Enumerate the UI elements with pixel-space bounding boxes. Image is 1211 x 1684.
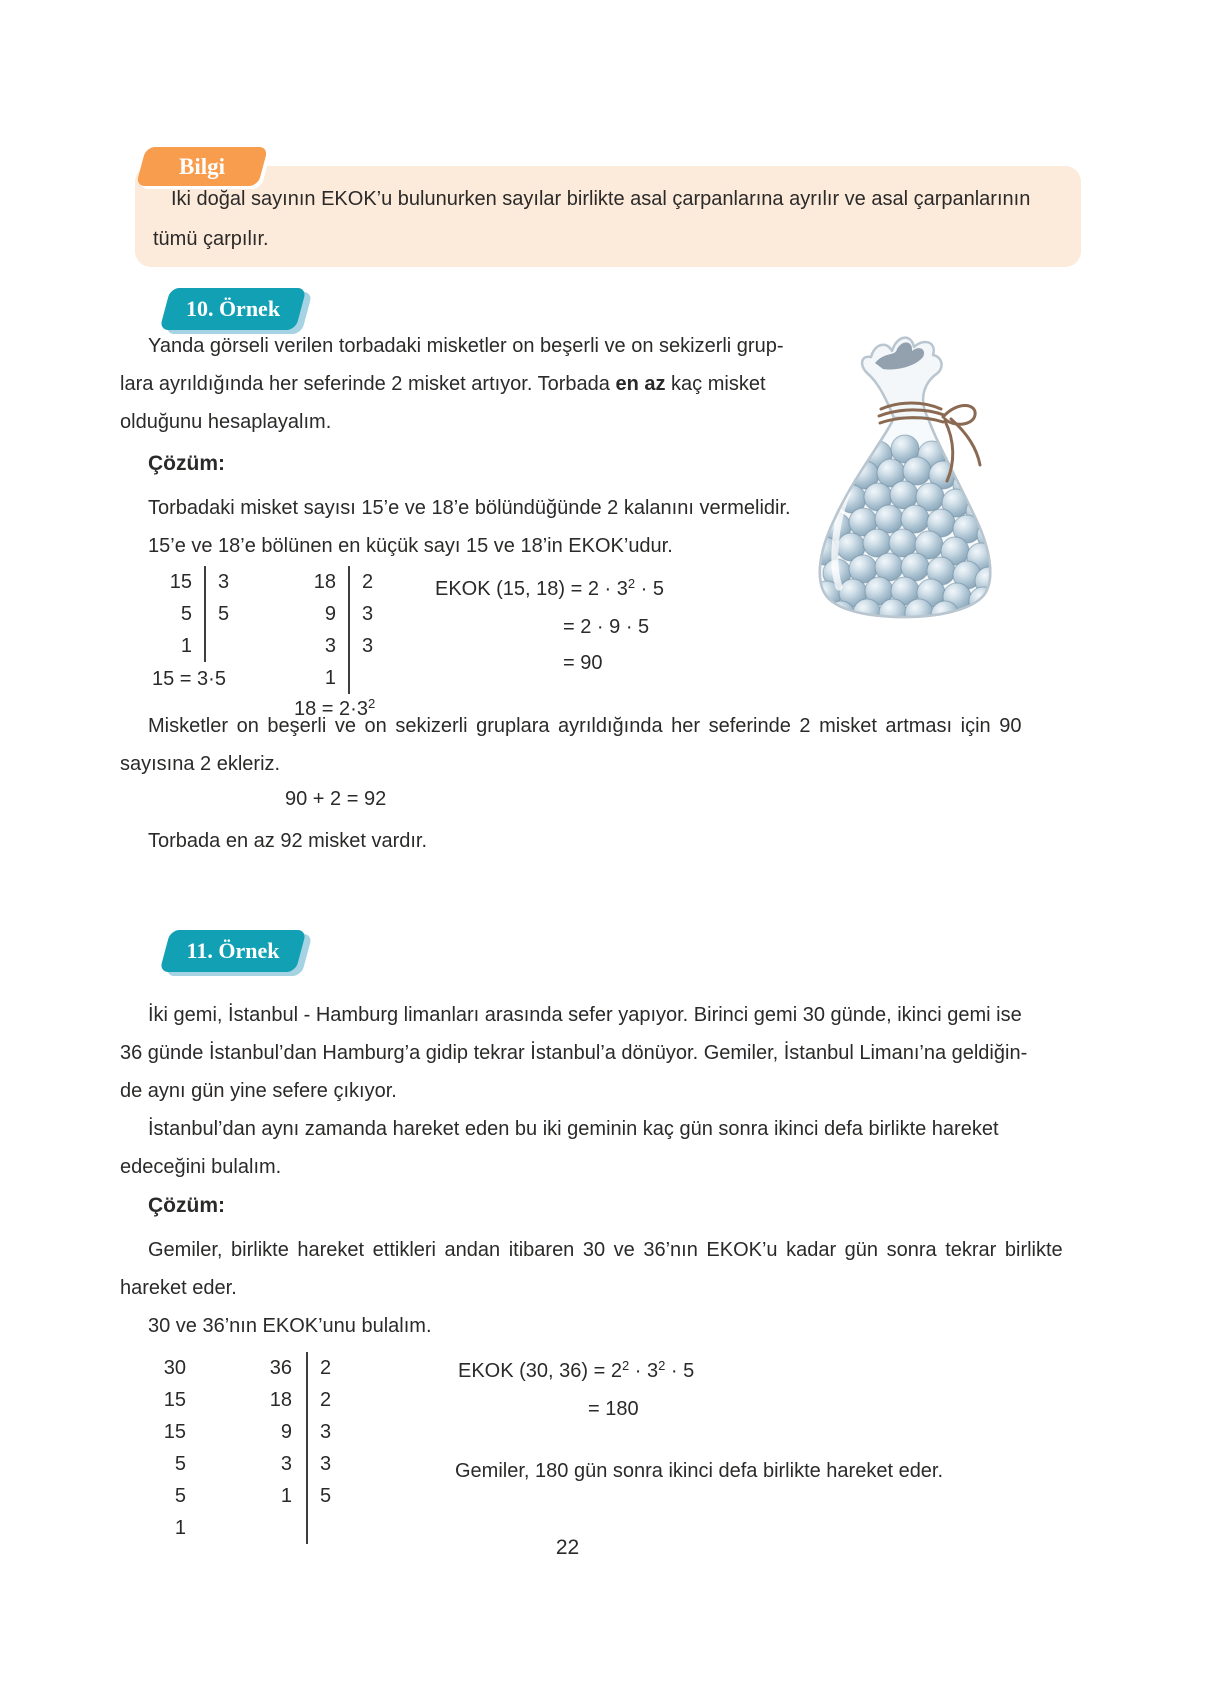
problem-text-bold: en az: [615, 373, 666, 395]
problem-text: kaç misket: [665, 373, 766, 395]
table-cell: 9: [280, 1421, 292, 1443]
page-number: 22: [555, 1536, 580, 1559]
info-text-line1: İki doğal sayının EKOK’u bulunurken sayılar birlikte asal çarpanlarına ayrılır ve asal çarpanlarının: [171, 188, 1031, 210]
example10-badge: [165, 288, 301, 330]
problem-line: de aynı gün yine sefere çıkıyor.: [120, 1080, 397, 1102]
table-cell: 2: [306, 1384, 358, 1416]
table-cell: 36: [269, 1357, 292, 1379]
info-tab-label: Bilgi: [178, 153, 225, 179]
formula-text: EKOK (30, 36) = 2: [458, 1360, 622, 1382]
factorization-result-15: 15 = 3·5: [152, 668, 226, 690]
problem-line: [120, 365, 792, 403]
ekok-15-18-line1: [435, 578, 664, 601]
table-cell: 2: [348, 566, 400, 598]
table-cell: [348, 662, 400, 694]
example11-badge-label: 11. Örnek: [186, 938, 280, 963]
problem-line: 36 günde İstanbul’dan Hamburg’a gidip tekrar İstanbul’a dönüyor. Gemiler, İstanbul Limanı’na geldiğin-: [120, 1042, 1028, 1064]
table-cell: 3: [306, 1416, 358, 1448]
result-superscript: 2: [367, 696, 376, 711]
table-cell: 3: [280, 1453, 292, 1475]
body-line: Misketler on beşerli ve on sekizerli gruplara ayrıldığında her seferinde 2 misket artması için 90: [148, 715, 1022, 737]
solution-line: 15’e ve 18’e bölünen en küçük sayı 15 ve 18’in EKOK’udur.: [148, 535, 673, 557]
example11-badge: [165, 930, 301, 972]
table-cell: 5: [306, 1480, 358, 1512]
problem-line: İstanbul’dan aynı zamanda hareket eden bu iki geminin kaç gün sonra ikinci defa birlikte hareket: [148, 1118, 999, 1140]
solution-heading: Çözüm:: [148, 1194, 225, 1217]
formula-superscript: 2: [627, 576, 636, 591]
factor-table-15: [158, 566, 256, 662]
ekok-30-36-line2: = 180: [588, 1398, 639, 1420]
table-cell: 1: [324, 667, 336, 689]
table-cell: 9: [324, 603, 336, 625]
table-cell: 3: [324, 635, 336, 657]
table-cell: 5: [174, 1453, 186, 1475]
table-cell: 5: [180, 603, 192, 625]
conclusion-line: Gemiler, 180 gün sonra ikinci defa birlikte hareket eder.: [455, 1460, 944, 1482]
formula-text: · 3: [629, 1360, 659, 1382]
solution-line: 30 ve 36’nın EKOK’unu bulalım.: [148, 1315, 432, 1337]
formula-superscript: 2: [658, 1358, 666, 1373]
ekok-15-18-line3: = 90: [563, 652, 603, 674]
table-cell: 15: [169, 571, 192, 593]
info-box: [135, 166, 1081, 267]
table-cell: 1: [180, 635, 192, 657]
problem-line: edeceğini bulalım.: [120, 1156, 282, 1178]
factor-table-30-36: [148, 1352, 358, 1544]
info-tab: [141, 147, 263, 186]
table-cell: 30: [163, 1357, 186, 1379]
table-cell: 15: [163, 1421, 186, 1443]
table-cell: 2: [306, 1352, 358, 1384]
table-cell: 3: [204, 566, 256, 598]
addition-equation: 90 + 2 = 92: [285, 788, 387, 810]
solution-line: hareket eder.: [120, 1277, 237, 1299]
solution-line: Gemiler, birlikte hareket ettikleri andan itibaren 30 ve 36’nın EKOK’u kadar gün sonra tekrar birlikte: [148, 1239, 1063, 1261]
table-cell: 5: [174, 1485, 186, 1507]
example11-problem: [120, 996, 1095, 1186]
table-cell: 5: [204, 598, 256, 630]
problem-text: lara ayrıldığında her seferinde 2 misket artıyor. Torbada: [120, 373, 616, 395]
formula-superscript: 2: [621, 1358, 630, 1373]
formula-text: · 5: [635, 578, 665, 600]
example10-badge-label: 10. Örnek: [185, 296, 281, 321]
solution-heading: Çözüm:: [148, 452, 225, 475]
body-line: sayısına 2 ekleriz.: [120, 753, 281, 775]
table-cell: [204, 630, 256, 662]
problem-line: olduğunu hesaplayalım.: [120, 411, 332, 433]
table-cell: 3: [348, 598, 400, 630]
table-cell: 18: [269, 1389, 292, 1411]
ekok-30-36-line1: [458, 1360, 694, 1383]
marble-bag-image: [795, 323, 1015, 625]
problem-line: Yanda görseli verilen torbadaki misketler on beşerli ve on sekizerli grup-: [148, 335, 784, 357]
table-cell: 15: [163, 1389, 186, 1411]
info-text-line2: tümü çarpılır.: [153, 228, 269, 250]
table-cell: 1: [280, 1485, 292, 1507]
solution-line: Torbadaki misket sayısı 15’e ve 18’e bölündüğünde 2 kalanını vermelidir.: [148, 497, 791, 519]
table-cell: 3: [348, 630, 400, 662]
example10-problem: [120, 327, 792, 441]
formula-text: EKOK (15, 18) = 2 · 3: [435, 578, 628, 600]
result-text: 18 = 2·3: [294, 698, 368, 720]
ekok-15-18-line2: = 2 · 9 · 5: [563, 616, 650, 638]
conclusion-line: Torbada en az 92 misket vardır.: [148, 830, 428, 852]
problem-line: İki gemi, İstanbul - Hamburg limanları arasında sefer yapıyor. Birinci gemi 30 günde, ikinci gemi ise: [148, 1004, 1022, 1026]
factor-table-18: [300, 566, 400, 694]
formula-text: · 5: [665, 1360, 695, 1382]
table-cell: 3: [306, 1448, 358, 1480]
table-cell: 1: [174, 1517, 186, 1539]
table-cell: 18: [313, 571, 336, 593]
